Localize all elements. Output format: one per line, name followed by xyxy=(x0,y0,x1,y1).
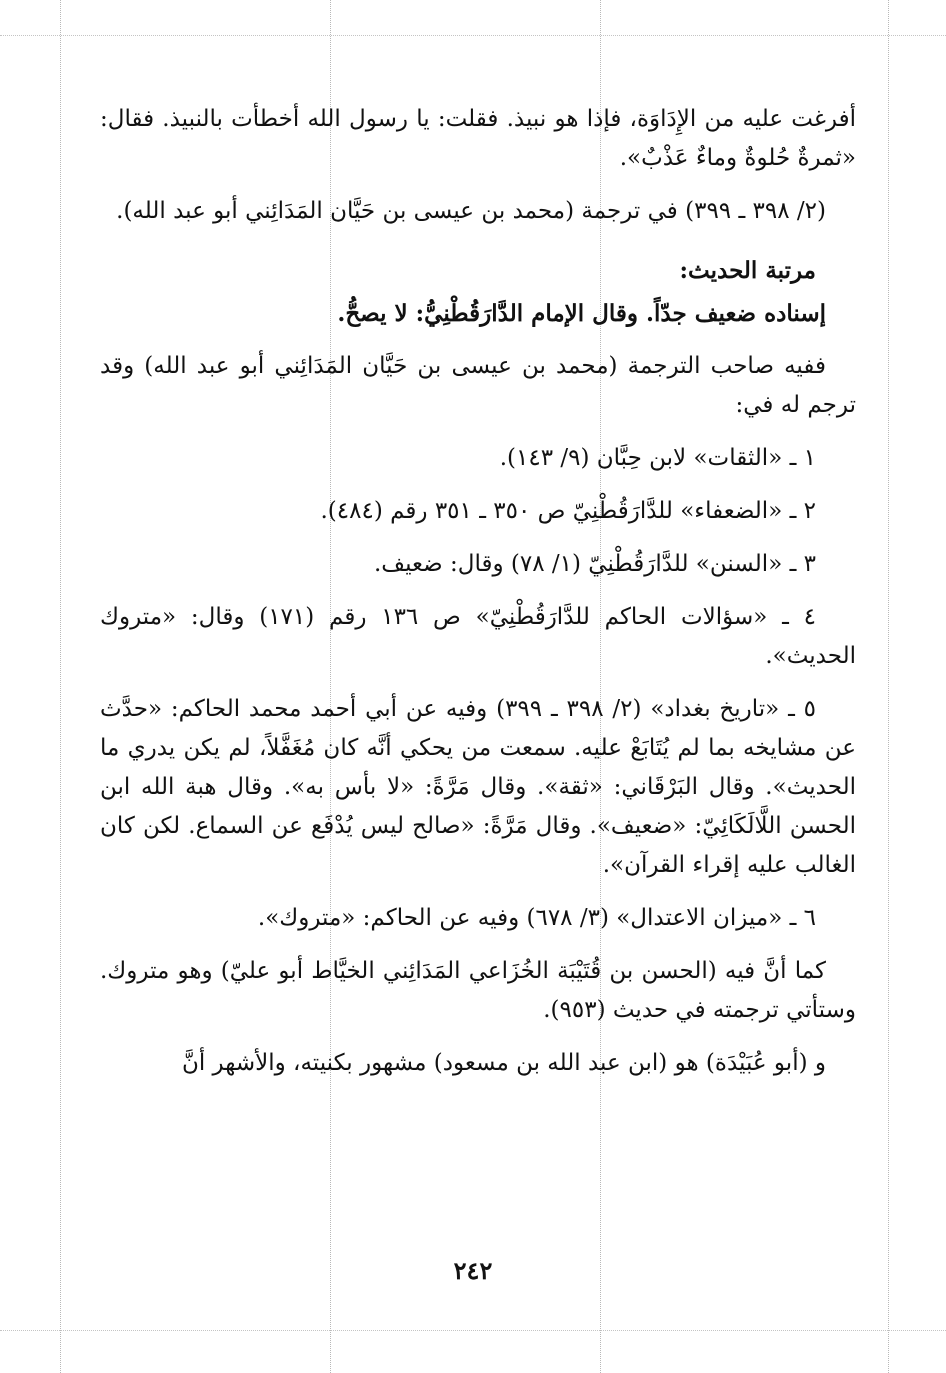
margin-guide-left xyxy=(60,0,61,1373)
hadith-grading: إسناده ضعيف جدّاً. وقال الإمام الدَّارَقُطْنِيُّ: لا يصحُّ. xyxy=(337,300,826,327)
margin-guide-top xyxy=(0,35,946,36)
list-item-1: ١ ـ «الثقات» لابن حِبَّان (٩/ ١٤٣). xyxy=(499,445,816,471)
list-item-3: ٣ ـ «السنن» للدَّارَقُطْنِيّ (١/ ٧٨) وقال: ضعيف. xyxy=(374,551,816,577)
list-item-5: ٥ ـ «تاريخ بغداد» (٢/ ٣٩٨ ـ ٣٩٩) وفيه عن أبي أحمد محمد الحاكم: «حدَّث عن مشايخه بما لم يُتَابَعْ عليه. سمعت من يحكي أنَّه كان مُغَفَّلاً، لم يكن يدري ما الحديث». وقال البَرْقَاني: «ثقة». وقال مَرَّةً: «لا بأس به». وقال هبة الله ابن الحسن اللَّالَكَائِيّ: «ضعيف». وقال مَرَّةً: «صالح ليس يُدْفَع عن السماع. لكن كان الغالب عليه إقراء القرآن». xyxy=(100,696,856,878)
paragraph-second-narrator: كما أنَّ فيه (الحسن بن قُتَيْبَة الخُزَاعي المَدَائِني الخيَّاط أبو عليّ) وهو متروك. وستأتي ترجمته في حديث (٩٥٣). xyxy=(100,958,856,1023)
margin-guide-bottom xyxy=(0,1330,946,1331)
page-body xyxy=(100,100,856,1097)
paragraph-narrator: ففيه صاحب الترجمة (محمد بن عيسى بن حَيَّان المَدَائِني أبو عبد الله) وقد ترجم له في: xyxy=(100,353,856,418)
page-number: ٢٤٢ xyxy=(453,1256,493,1285)
list-item-4: ٤ ـ «سؤالات الحاكم للدَّارَقُطْنِيّ» ص ١٣٦ رقم (١٧١) وقال: «متروك الحديث». xyxy=(100,604,856,669)
paragraph-continuation: أفرغت عليه من الإِدَاوَة، فإذا هو نبيذ. فقلت: يا رسول الله أخطأت بالنبيذ. فقال: «ثمرةٌ حُلوةٌ وماءٌ عَذْبٌ». xyxy=(100,106,856,171)
paragraph-reference: (٢/ ٣٩٨ ـ ٣٩٩) في ترجمة (محمد بن عيسى بن حَيَّان المَدَائِني أبو عبد الله). xyxy=(116,198,826,224)
paragraph-abu-ubayda: و (أبو عُبَيْدَة) هو (ابن عبد الله بن مسعود) مشهور بكنيته، والأشهر أنَّ xyxy=(181,1050,826,1076)
list-item-6: ٦ ـ «ميزان الاعتدال» (٣/ ٦٧٨) وفيه عن الحاكم: «متروك». xyxy=(257,905,816,931)
list-item-2: ٢ ـ «الضعفاء» للدَّارَقُطْنِيّ ص ٣٥٠ ـ ٣٥١ رقم (٤٨٤). xyxy=(320,498,816,524)
section-heading: مرتبة الحديث: xyxy=(679,257,816,284)
margin-guide-right xyxy=(888,0,889,1373)
